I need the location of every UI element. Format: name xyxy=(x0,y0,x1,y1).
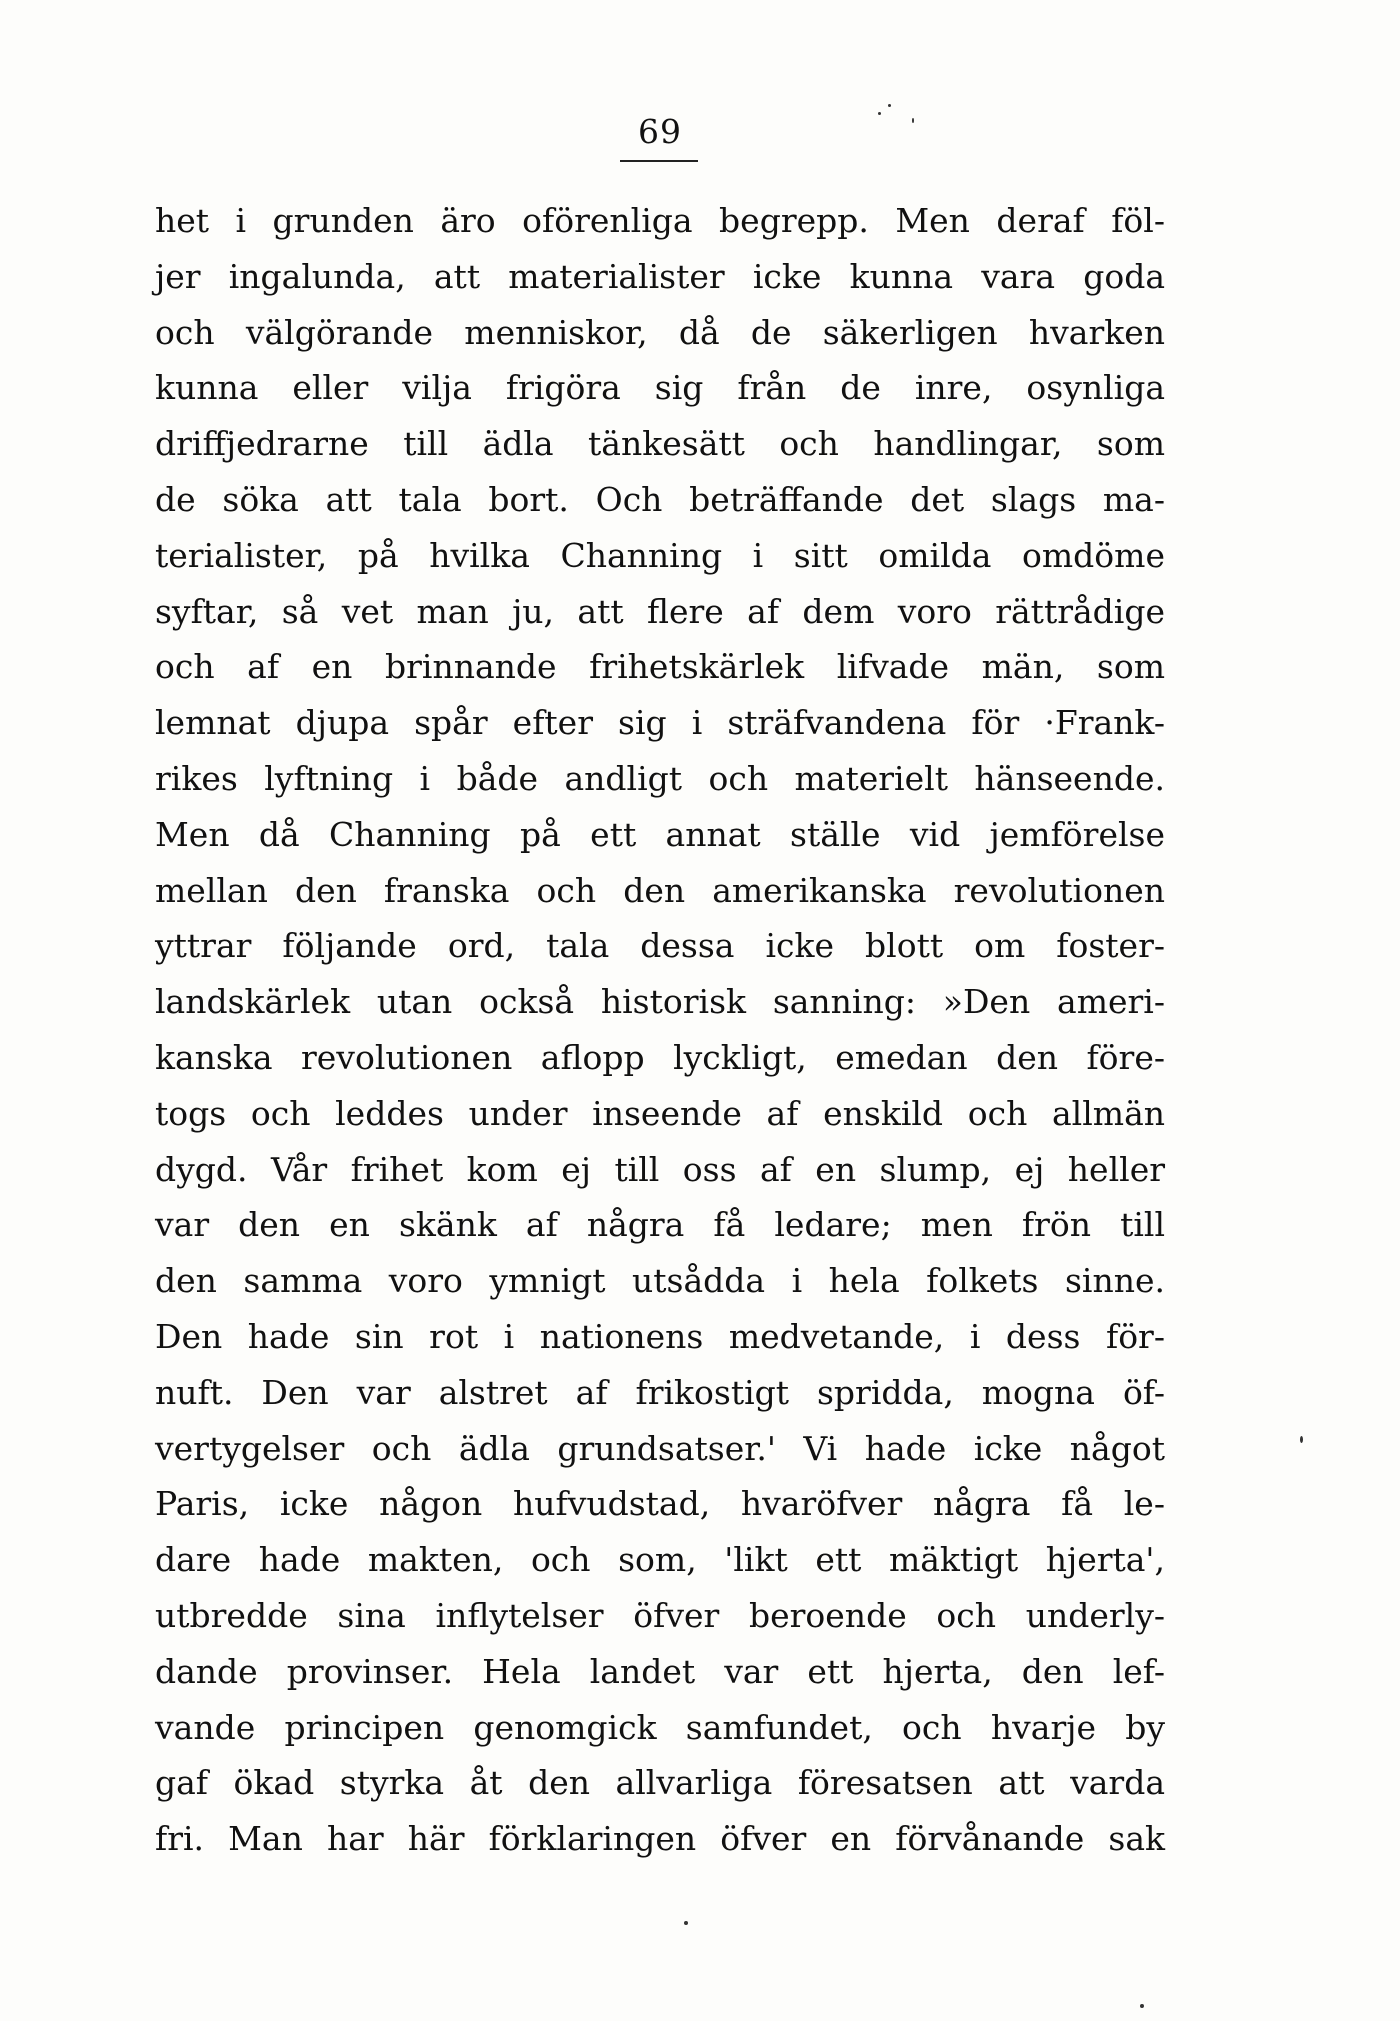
scan-speck xyxy=(1300,1436,1303,1443)
text-line: yttrar följande ord, tala dessa icke blott om foster- xyxy=(155,926,1165,966)
text-line: gaf ökad styrka åt den allvarliga föresatsen att varda xyxy=(155,1763,1165,1803)
scan-speck xyxy=(1140,2004,1144,2008)
scan-speck xyxy=(684,1921,688,1925)
scan-speck xyxy=(888,104,891,107)
text-line: fri. Man har här förklaringen öfver en förvånande sak xyxy=(155,1819,1165,1859)
body-text xyxy=(155,193,1165,1867)
text-line: den samma voro ymnigt utsådda i hela folkets sinne. xyxy=(155,1261,1165,1301)
text-line: och af en brinnande frihetskärlek lifvade män, som xyxy=(155,647,1165,687)
text-line: dande provinser. Hela landet var ett hjerta, den lef- xyxy=(155,1651,1165,1691)
text-line: jer ingalunda, att materialister icke kunna vara goda xyxy=(155,256,1165,296)
text-line: syftar, så vet man ju, att flere af dem voro rättrådige xyxy=(155,591,1165,631)
text-line: dygd. Vår frihet kom ej till oss af en slump, ej heller xyxy=(155,1149,1165,1189)
text-line: driffjedrarne till ädla tänkesätt och handlingar, som xyxy=(155,424,1165,464)
text-line: terialister, på hvilka Channing i sitt omilda omdöme xyxy=(155,535,1165,575)
text-line: kanska revolutionen aflopp lyckligt, emedan den före- xyxy=(155,1037,1165,1077)
page-number: 69 xyxy=(638,112,682,151)
text-line: het i grunden äro oförenliga begrepp. Men deraf föl- xyxy=(155,201,1165,240)
text-line: vande principen genomgick samfundet, och hvarje by xyxy=(155,1707,1165,1747)
text-line: vertygelser och ädla grundsatser.' Vi hade icke något xyxy=(155,1428,1165,1468)
text-line: lemnat djupa spår efter sig i sträfvandena för ·Frank- xyxy=(155,703,1165,743)
scan-speck xyxy=(878,112,881,115)
text-line: landskärlek utan också historisk sanning: »Den ameri- xyxy=(155,982,1165,1022)
text-line: Men då Channing på ett annat ställe vid jemförelse xyxy=(155,814,1165,854)
text-line: togs och leddes under inseende af enskild och allmän xyxy=(155,1093,1165,1133)
text-line: var den en skänk af några få ledare; men frön till xyxy=(155,1205,1165,1245)
text-line: Den hade sin rot i nationens medvetande, i dess för- xyxy=(155,1316,1165,1356)
page-number-rule xyxy=(620,160,698,162)
text-line: de söka att tala bort. Och beträffande det slags ma- xyxy=(155,479,1165,519)
text-line: och välgörande menniskor, då de säkerligen hvarken xyxy=(155,312,1165,352)
text-line: dare hade makten, och som, 'likt ett mäktigt hjerta', xyxy=(155,1540,1165,1580)
text-line: utbredde sina inflytelser öfver beroende och underly- xyxy=(155,1595,1165,1635)
text-line: kunna eller vilja frigöra sig från de inre, osynliga xyxy=(155,368,1165,408)
text-line: Paris, icke någon hufvudstad, hvaröfver några få le- xyxy=(155,1484,1165,1524)
text-line: nuft. Den var alstret af frikostigt spridda, mogna öf- xyxy=(155,1372,1165,1412)
text-line: rikes lyftning i både andligt och materielt hänseende. xyxy=(155,758,1165,798)
scan-speck xyxy=(912,118,914,123)
text-line: mellan den franska och den amerikanska revolutionen xyxy=(155,870,1165,910)
